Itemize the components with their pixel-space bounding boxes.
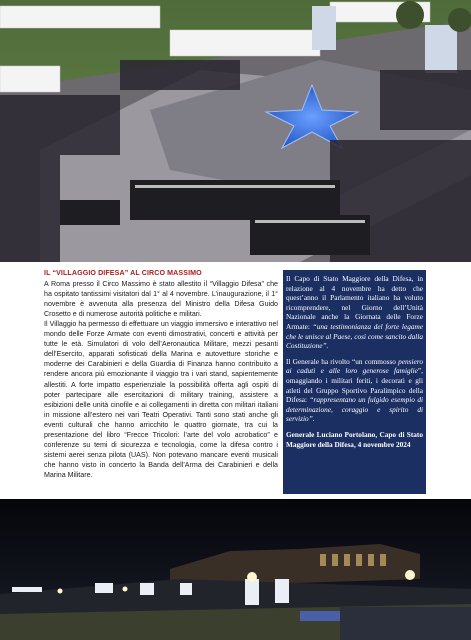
quote-text: Il Capo di Stato Maggiore della Difesa, in relazione al 4 novembre ha detto che quest’anno il Parlamento italiano ha voluto ricomprendere, nel Giorno dell’Unità Nazionale anche la Giornata delle Forze Armate: [286,274,423,331]
quote-box [283,270,426,494]
night-photo [0,499,471,640]
article-paragraph-2: Il Villaggio ha permesso di effettuare un viaggio immersivo e interattivo nel mondo delle Forze Armate con eventi dimostrativi, concerti e attività per tutte le età. Simulatori di volo dell’Aeronautica Militare, mezzi pesanti dell’Esercito, apparati sofisticati della Marina e autovetture storiche e moderne dei Carabinieri e della Guardia di Finanza hanno contribuito a rendere ancora più emozionante il viaggio tra i vari stand, sapientemente allestiti. A forte impatto esperienziale la possibilità offerta agli ospiti di poter partecipare alle esercitazioni di military training, assistere a esibizioni delle unità cinofile e ai collegamenti in diretta con militari italiani in missione all’estero nei vari Teatri Operativi. Tanti sono stati anche gli eventi culturali che hanno arricchito le quattro giornate, tra cui la presentazione del libro “Frecce Tricolori: l’arte del volo acrobatico” e conferenze su temi di sicurezza e tecnologia, come la difesa contro i sistemi aerei senza pilota (UAS). Non potevano mancare eventi musicali che hanno visto in concerto la Banda dell’Arma dei Carabinieri e della Marina Militare. [44,320,278,479]
quote-italic: pensiero ai caduti e alle loro generose famiglie [286,356,423,376]
ceremony-photo [0,0,471,262]
quote-italic: “rappresentano un fulgido esempio di determinazione, coraggio e spirito di servizio”. [286,395,423,424]
article-heading: IL “VILLAGGIO DIFESA” AL CIRCO MASSIMO [44,269,202,277]
article-paragraph-1: A Roma presso il Circo Massimo è stato allestito il “Villaggio Difesa” che ha ospitato tantissimi visitatori dal 1° al 4 novembre. L’inaugurazione, il 1° novembre è avvenuta alla presenza del Ministro della Difesa Guido Crosetto e di numerose autorità politiche e militari. [44,280,278,319]
article [44,268,278,480]
quote-signature: Generale Luciano Portolano, Capo di Stato Maggiore della Difesa, 4 novembre 2024 [286,429,423,449]
quote-paragraph-2 [286,357,423,424]
quote-text: ”, omaggiando i militari feriti, i decorati e gli atleti del Gruppo Sportivo Paralimpico della Difesa: [286,366,423,405]
quote-paragraph-1 [286,274,423,351]
quote-italic: “una testimonianza del forte legame che le unisce al Paese, così come sancito dalla Costituzione”. [286,321,424,351]
quote-text: Il Generale ha rivolto “un commosso [286,356,399,366]
